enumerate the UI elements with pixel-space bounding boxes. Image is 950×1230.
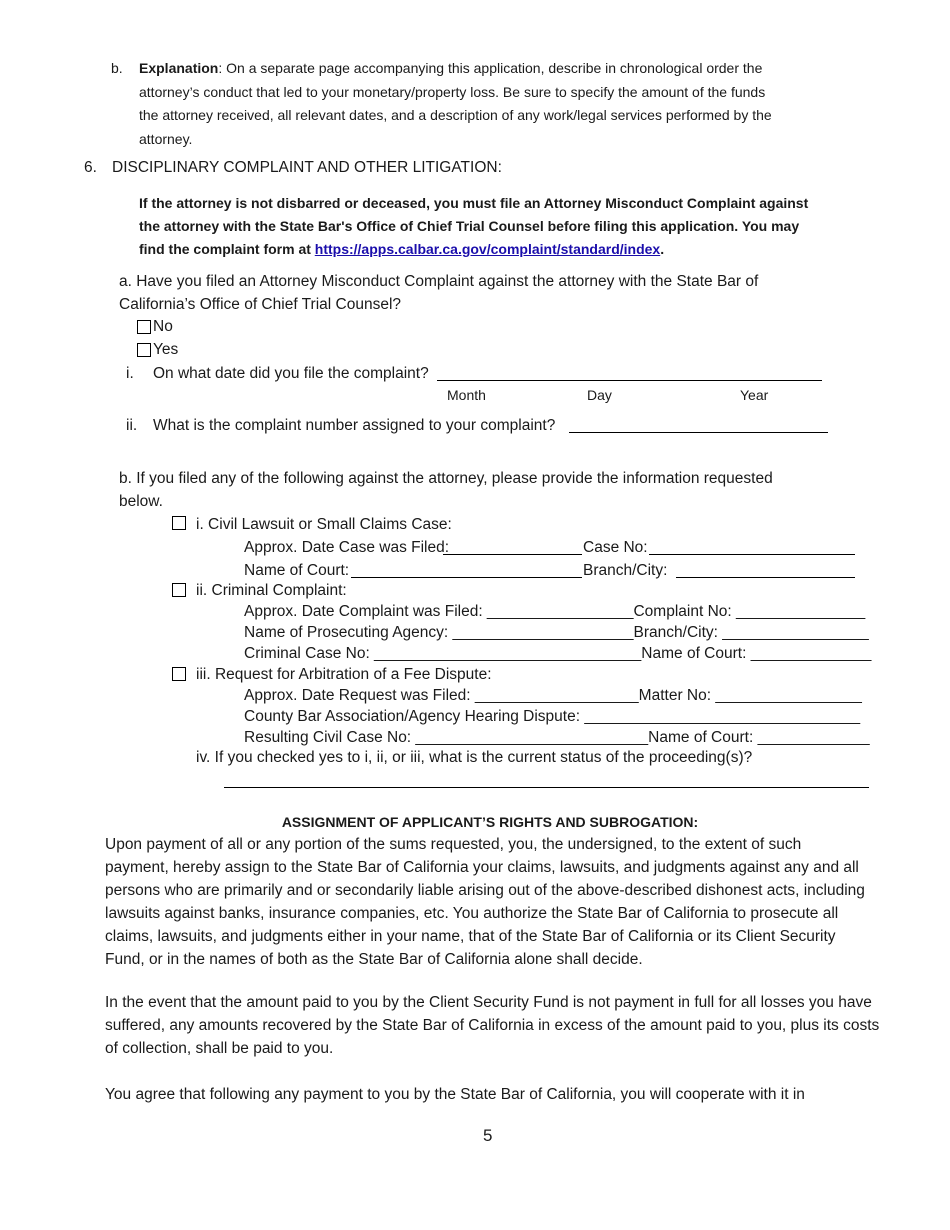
criminal-row-3[interactable]: Criminal Case No: _______________________________Name of Court: ______________ — [244, 645, 872, 662]
question-i-text: On what date did you file the complaint? — [153, 365, 429, 382]
date-year-label: Year — [740, 387, 769, 403]
section-6-number: 6. — [84, 159, 97, 176]
civil-case-field[interactable] — [649, 554, 855, 555]
item-b-explanation: Explanation: On a separate page accompanying this application, describe in chronological order the attorney’s conduct that led to your monetary/property loss. Be sure to specify the amount of the funds the attorney received, all relevant dates, and a description of any work/legal services performed by the attorney. — [139, 60, 772, 147]
civil-case-label: Case No: — [583, 539, 648, 556]
section-6-heading: DISCIPLINARY COMPLAINT AND OTHER LITIGATION: — [112, 159, 502, 176]
item-b-marker: b. — [111, 60, 123, 76]
status-answer-field[interactable] — [224, 787, 869, 788]
question-ii-marker: ii. — [126, 417, 138, 434]
date-month-label: Month — [447, 387, 486, 403]
status-question: iv. If you checked yes to i, ii, or iii, what is the current status of the proceeding(s)? — [196, 749, 753, 766]
question-b: b. If you filed any of the following against the attorney, please provide the information requested below. — [119, 470, 773, 510]
checkbox-civil[interactable] — [172, 516, 186, 530]
assignment-paragraph-2: In the event that the amount paid to you by the Client Security Fund is not payment in full for all losses you have suffered, any amounts recovered by the State Bar of California in excess of the amount paid to you, plus its costs of collection, shall be paid to you. — [105, 994, 880, 1057]
checkbox-arbitration[interactable] — [172, 667, 186, 681]
civil-branch-label: Branch/City: — [583, 562, 668, 579]
explanation-term: Explanation — [139, 60, 219, 76]
checkbox-no[interactable] — [137, 320, 151, 334]
civil-branch-field[interactable] — [676, 577, 855, 578]
civil-title: i. Civil Lawsuit or Small Claims Case: — [196, 516, 452, 533]
arbitration-row-2[interactable]: County Bar Association/Agency Hearing Dispute: ________________________________ — [244, 708, 861, 725]
assignment-paragraph-3: You agree that following any payment to you by the State Bar of California, you will cooperate with it in — [105, 1086, 805, 1103]
checkbox-criminal[interactable] — [172, 583, 186, 597]
assignment-paragraph-1: Upon payment of all or any portion of the sums requested, you, the undersigned, to the extent of such payment, hereby assign to the State Bar of California your claims, lawsuits, and judgments against any and all persons who are primarily and or secondarily liable arising out of the above-described dishonest acts, including lawsuits against banks, insurance companies, etc. You authorize the State Bar of California to prosecute all claims, lawsuits, and judgments either in your name, that of the State Bar of California or its Client Security Fund, or in the names of both as the State Bar of California alone shall decide. — [105, 836, 865, 968]
complaint-number-field[interactable] — [569, 432, 828, 433]
checkbox-yes[interactable] — [137, 343, 151, 357]
complaint-notice: If the attorney is not disbarred or deceased, you must file an Attorney Misconduct Complaint against the attorney with the State Bar's Office of Chief Trial Counsel before filing this application. You may find the complaint form at https://apps.calbar.ca.gov/complaint/standard/index. — [139, 195, 809, 257]
criminal-row-1[interactable]: Approx. Date Complaint was Filed: _________________Complaint No: _______________ — [244, 603, 866, 620]
complaint-form-link[interactable]: https://apps.calbar.ca.gov/complaint/standard/index — [314, 241, 661, 257]
arbitration-row-3[interactable]: Resulting Civil Case No: ___________________________Name of Court: _____________ — [244, 729, 870, 746]
question-ii-text: What is the complaint number assigned to your complaint? — [153, 417, 556, 434]
page-number: 5 — [483, 1126, 493, 1145]
civil-date-label: Approx. Date Case was Filed: — [244, 539, 450, 556]
criminal-row-2[interactable]: Name of Prosecuting Agency: _____________________Branch/City: _________________ — [244, 624, 869, 641]
assignment-heading: ASSIGNMENT OF APPLICANT’S RIGHTS AND SUBROGATION: — [281, 814, 699, 830]
option-no-label: No — [153, 318, 173, 335]
civil-date-field[interactable] — [443, 554, 582, 555]
criminal-title: ii. Criminal Complaint: — [196, 582, 347, 599]
civil-court-field[interactable] — [351, 577, 582, 578]
complaint-date-field[interactable] — [437, 380, 822, 381]
question-i-marker: i. — [126, 365, 134, 382]
civil-court-label: Name of Court: — [244, 562, 350, 579]
question-a: a. Have you filed an Attorney Misconduct Complaint against the attorney with the State Bar of California’s Office of Chief Trial Counsel? — [119, 273, 759, 313]
option-yes-label: Yes — [153, 341, 179, 358]
date-day-label: Day — [587, 387, 612, 403]
arbitration-title: iii. Request for Arbitration of a Fee Dispute: — [196, 666, 492, 683]
arbitration-row-1[interactable]: Approx. Date Request was Filed: ___________________Matter No: _________________ — [244, 687, 862, 704]
